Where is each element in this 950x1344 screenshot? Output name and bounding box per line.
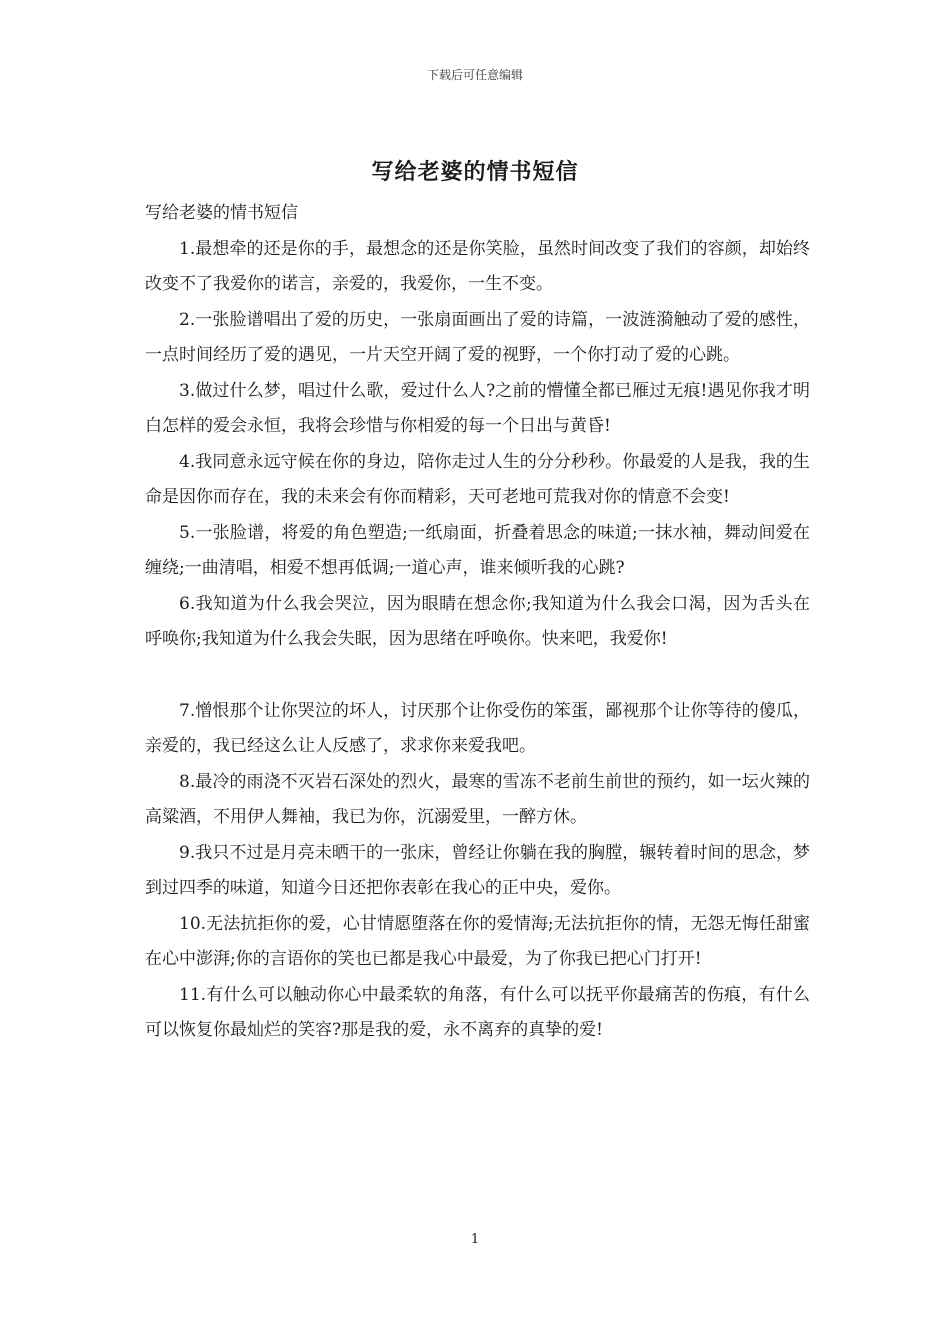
paragraph-9: 9.我只不过是月亮未晒干的一张床，曾经让你躺在我的胸膛，辗转着时间的思念，梦到过四季的味道，知道今日还把你表彰在我心的正中央，爱你。 xyxy=(145,842,810,898)
document-title: 写给老婆的情书短信 xyxy=(371,159,579,185)
paragraph-4: 4.我同意永远守候在你的身边，陪你走过人生的分分秒秒。你最爱的人是我，我的生命是因你而存在，我的未来会有你而精彩，天可老地可荒我对你的情意不会变! xyxy=(145,451,810,507)
paragraph-10: 10.无法抗拒你的爱，心甘情愿堕落在你的爱情海;无法抗拒你的情，无怨无悔任甜蜜在心中澎湃;你的言语你的笑也已都是我心中最爱，为了你我已把心门打开! xyxy=(145,913,810,969)
page-number: 1 xyxy=(470,1232,480,1247)
document-subtitle: 写给老婆的情书短信 xyxy=(145,203,298,223)
header-note: 下载后可任意编辑 xyxy=(426,68,523,82)
paragraph-6: 6.我知道为什么我会哭泣，因为眼睛在想念你;我知道为什么我会口渴，因为舌头在呼唤你;我知道为什么我会失眠，因为思绪在呼唤你。快来吧，我爱你! xyxy=(145,593,810,649)
paragraph-8: 8.最冷的雨浇不灭岩石深处的烈火，最寒的雪冻不老前生前世的预约，如一坛火辣的高粱酒，不用伊人舞袖，我已为你，沉溺爱里，一醉方休。 xyxy=(145,771,810,827)
document-body xyxy=(145,196,810,1049)
paragraph-3: 3.做过什么梦，唱过什么歌，爱过什么人?之前的懵懂全都已雁过无痕!遇见你我才明白怎样的爱会永恒，我将会珍惜与你相爱的每一个日出与黄昏! xyxy=(145,380,810,436)
paragraph-2: 2.一张脸谱唱出了爱的历史，一张扇面画出了爱的诗篇，一波涟漪触动了爱的感性，一点时间经历了爱的遇见，一片天空开阔了爱的视野，一个你打动了爱的心跳。 xyxy=(145,309,810,365)
paragraph-7: 7.憎恨那个让你哭泣的坏人，讨厌那个让你受伤的笨蛋，鄙视那个让你等待的傻瓜，亲爱的，我已经这么让人反感了，求求你来爱我吧。 xyxy=(145,700,810,756)
paragraph-11: 11.有什么可以触动你心中最柔软的角落，有什么可以抚平你最痛苦的伤痕，有什么可以恢复你最灿烂的笑容?那是我的爱，永不离弃的真挚的爱! xyxy=(145,984,810,1040)
paragraph-5: 5.一张脸谱，将爱的角色塑造;一纸扇面，折叠着思念的味道;一抹水袖，舞动间爱在缠绕;一曲清唱，相爱不想再低调;一道心声，谁来倾听我的心跳? xyxy=(145,522,810,578)
paragraph-1: 1.最想牵的还是你的手，最想念的还是你笑脸，虽然时间改变了我们的容颜，却始终改变不了我爱你的诺言，亲爱的，我爱你，一生不变。 xyxy=(145,238,810,294)
